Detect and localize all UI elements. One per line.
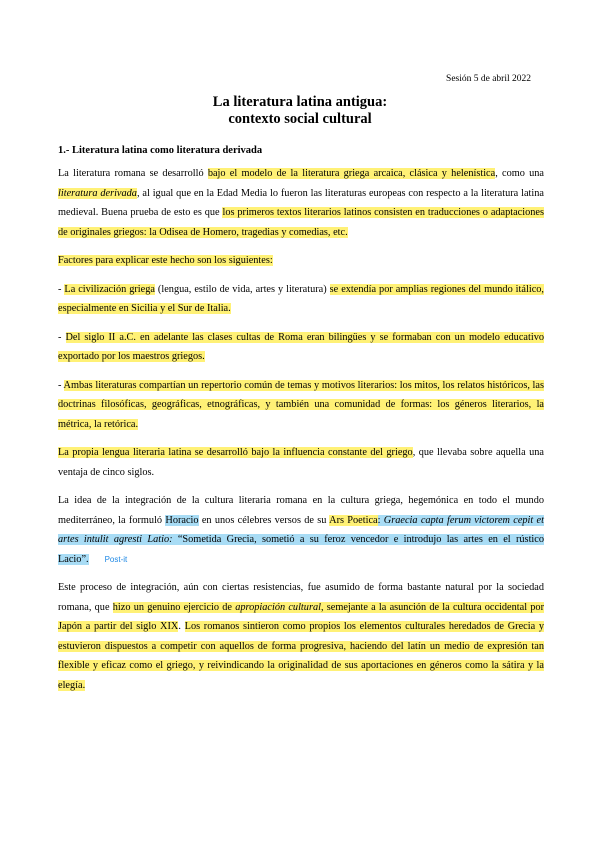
highlight[interactable]: apropiación cultural — [235, 601, 321, 613]
text-run: - — [58, 379, 64, 391]
postit-note[interactable]: Post-it — [104, 554, 128, 564]
highlight[interactable]: hizo un genuino ejercicio de — [112, 601, 236, 613]
highlight[interactable]: Del siglo II a.C. en adelante las clases cultas de Roma eran bilingües y se formaban con un modelo educativo exportado por los maestros griegos. — [58, 331, 544, 362]
session-date: Sesión 5 de abril 2022 — [446, 74, 531, 84]
text-run: Este proceso de integración, aún con ciertas resistencias, fue asumido de forma bastante natural por la sociedad romana, que — [58, 582, 544, 613]
paragraph-3 — [58, 280, 544, 319]
highlight[interactable]: los primeros textos literarios latinos consisten en traducciones o adaptaciones de originales griegos: la Odisea de Homero, tragedias y comedias, etc. — [58, 207, 544, 238]
paragraph-8 — [58, 578, 544, 695]
text-run: , que llevaba sobre aquella una ventaja de cinco siglos. — [58, 447, 545, 478]
paragraph-5 — [58, 376, 544, 435]
text-run: (lengua, estilo de vida, artes y literatura) — [154, 283, 330, 295]
highlight[interactable]: Los romanos sintieron como propios los elementos culturales heredados de Grecia y estuvieron dispuestos a competir con aquellos de forma progresiva, haciendo del latín un medio de expresión tan flexible y eficaz como el griego, y reivindicando la originalidad de sus aportaciones en géneros como la sátira y la elegía. — [58, 621, 545, 691]
page-title — [0, 94, 600, 128]
text-run: . — [178, 621, 185, 632]
text-run: - — [58, 331, 66, 343]
highlight[interactable]: La propia lengua literaria latina se desarrolló bajo la influencia constante del griego — [58, 447, 413, 458]
section-heading: 1.- Literatura latina como literatura derivada — [58, 145, 263, 156]
highlight[interactable]: literatura derivada — [58, 187, 137, 199]
title-line-2: contexto social cultural — [228, 111, 372, 127]
highlight[interactable]: Ambas literaturas compartían un repertorio común de temas y motivos literarios: los mitos, los relatos históricos, las doctrinas filosóficas, geográficas, etnográficas, y también una comunidad de formas: los géneros literarios, la métrica, la retórica. — [58, 379, 544, 430]
highlight[interactable]: Ars Poetica — [329, 514, 378, 526]
highlight[interactable]: : — [377, 514, 384, 526]
highlight[interactable]: Factores para explicar este hecho son los siguientes: — [58, 255, 273, 266]
paragraph-7 — [58, 491, 544, 569]
paragraph-6 — [58, 443, 544, 482]
highlight[interactable]: Horacio — [165, 514, 199, 526]
text-run: en unos célebres versos de su — [198, 514, 330, 526]
paragraph-2 — [58, 251, 544, 271]
title-line-1: La literatura latina antigua: — [212, 94, 388, 110]
highlight[interactable]: La civilización griega — [64, 283, 155, 295]
text-run: - — [58, 283, 65, 295]
document-body — [58, 164, 544, 704]
paragraph-1 — [58, 164, 544, 242]
text-run: La idea de la integración de la cultura literaria romana en la cultura griega, hegemónica en todo el mundo mediterráneo, la formuló — [58, 495, 544, 526]
highlight[interactable]: bajo el modelo de la literatura griega arcaica, clásica y helenística — [207, 168, 496, 179]
highlight[interactable]: , semejante a la asunción de la cultura occidental por Japón a partir del siglo XIX — [58, 601, 545, 632]
highlight[interactable]: “Sometida Grecia, sometió a su feroz vencedor e introdujo las artes en el rústico Lacio”. — [58, 534, 545, 565]
text-run: La literatura romana se desarrolló — [58, 168, 208, 179]
highlight[interactable]: se extendía por amplias regiones del mundo itálico, especialmente en Sicilia y el Sur de Italia. — [58, 283, 544, 314]
highlight[interactable]: Graecia capta ferum victorem cepit et artes intulit agresti Latio: — [58, 514, 544, 545]
paragraph-4 — [58, 328, 544, 367]
text-run: , al igual que en la Edad Media lo fueron las literaturas europeas con respecto a la literatura latina medieval. Buena prueba de esto es que — [58, 187, 544, 218]
text-run: , como una — [495, 168, 544, 179]
